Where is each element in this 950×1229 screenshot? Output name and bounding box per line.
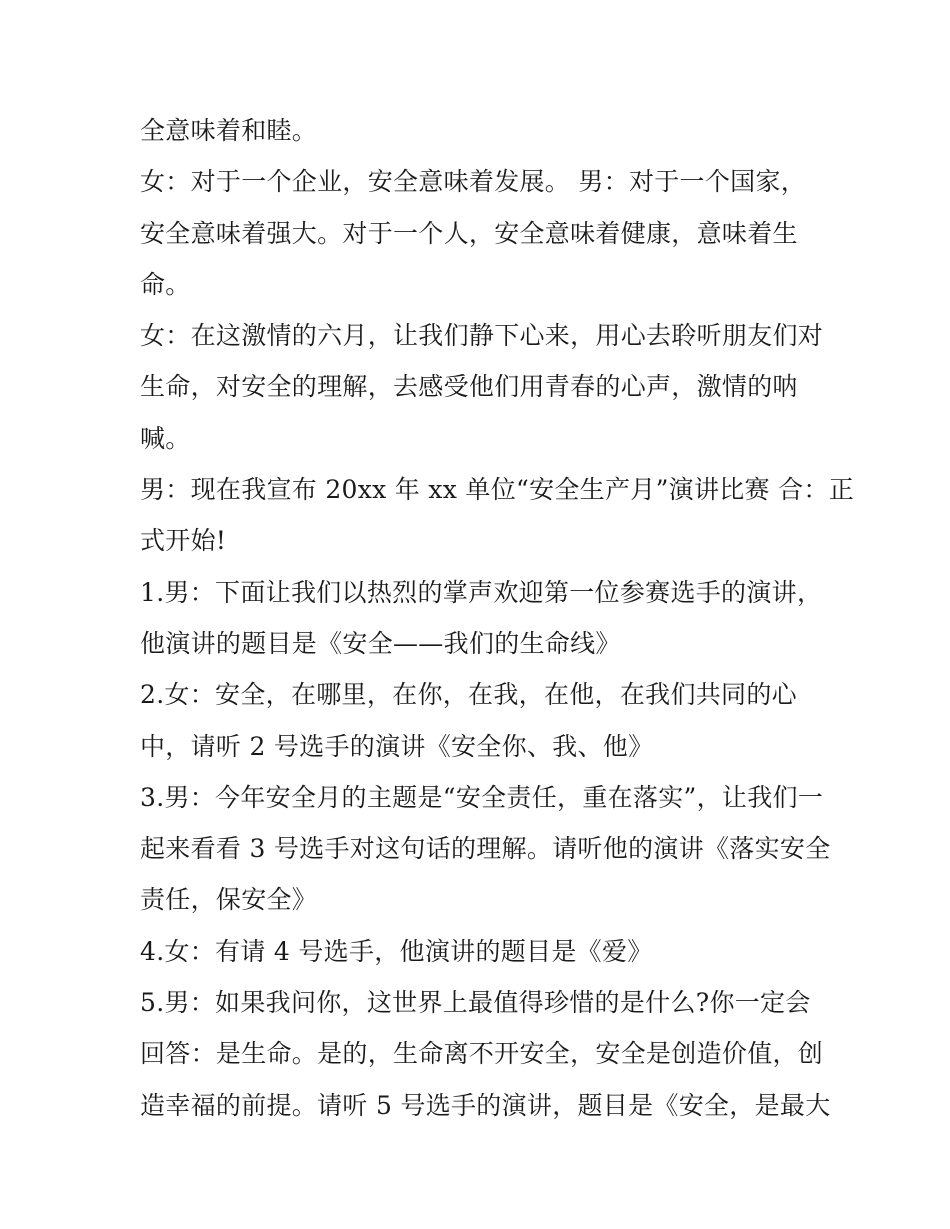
text-line: 中，请听 2 号选手的演讲《安全你、我、他》 xyxy=(140,731,654,761)
body-text xyxy=(140,105,855,1131)
text-line: 5.男：如果我问你，这世界上最值得珍惜的是什么?你一定会 xyxy=(140,988,811,1018)
text-line: 2.女：安全，在哪里，在你，在我，在他，在我们共同的心 xyxy=(140,680,797,710)
text-line: 起来看看 3 号选手对这句话的理解。请听他的演讲《落实安全 xyxy=(140,834,831,864)
text-line: 女：对于一个企业，安全意味着发展。 男：对于一个国家， xyxy=(140,167,807,197)
text-line: 男：现在我宣布 20xx 年 xx 单位“安全生产月”演讲比赛 合：正 xyxy=(140,475,855,505)
text-line: 4.女：有请 4 号选手，他演讲的题目是《爱》 xyxy=(140,936,653,966)
text-line: 1.男：下面让我们以热烈的掌声欢迎第一位参赛选手的演讲， xyxy=(140,577,823,607)
text-line: 命。 xyxy=(140,269,191,299)
text-line: 女：在这激情的六月，让我们静下心来，用心去聆听朋友们对 xyxy=(140,321,824,351)
text-line: 3.男：今年安全月的主题是“安全责任，重在落实”，让我们一 xyxy=(140,782,824,812)
text-line: 安全意味着强大。对于一个人，安全意味着健康，意味着生 xyxy=(140,218,798,248)
text-line: 他演讲的题目是《安全——我们的生命线》 xyxy=(140,628,621,658)
text-line: 责任，保安全》 xyxy=(140,885,318,915)
text-line: 回答：是生命。是的，生命离不开安全，安全是创造价值，创 xyxy=(140,1039,824,1069)
text-line: 喊。 xyxy=(140,423,191,453)
text-line: 全意味着和睦。 xyxy=(140,116,318,145)
text-line: 造幸福的前提。请听 5 号选手的演讲，题目是《安全，是最大 xyxy=(140,1090,831,1120)
text-line: 式开始! xyxy=(140,526,227,556)
text-line: 生命，对安全的理解，去感受他们用青春的心声，激情的呐 xyxy=(140,372,798,402)
